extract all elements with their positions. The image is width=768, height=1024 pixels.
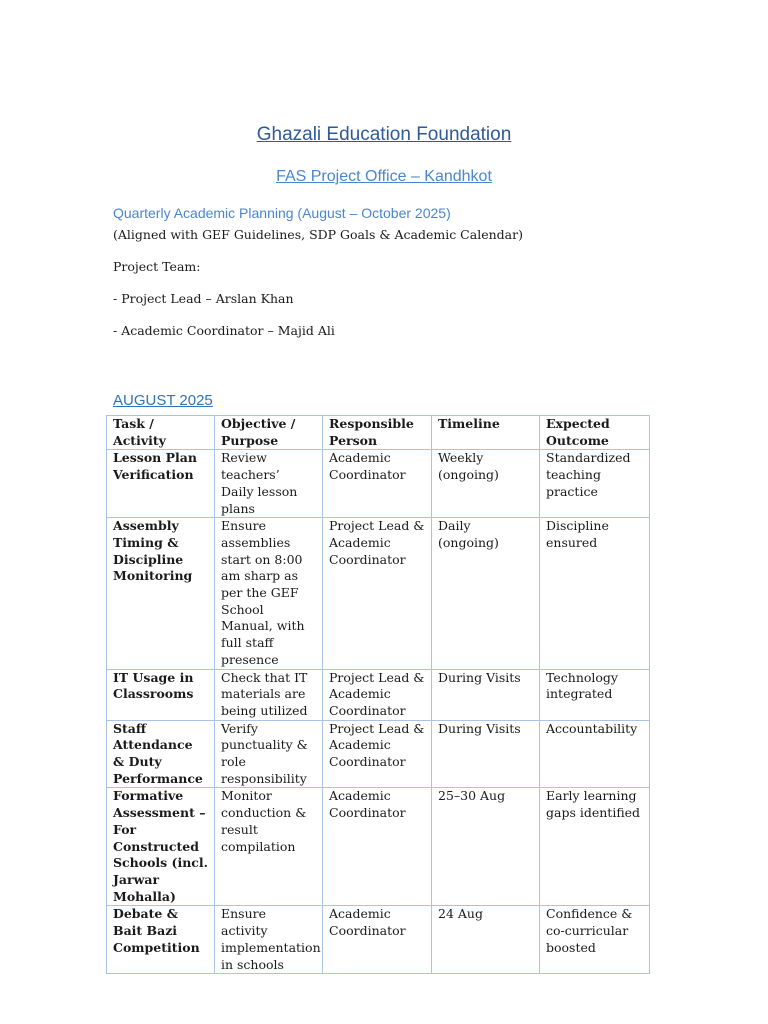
document-title: Ghazali Education Foundation [256,124,512,145]
objective-cell: Check that IT materials are being utilized [215,669,323,720]
task-cell: Lesson Plan Verification [107,450,215,518]
timeline-cell: Daily (ongoing) [432,518,540,669]
task-cell: Formative Assessment – For Constructed Schools (incl. Jarwar Mohalla) [107,788,215,906]
responsible-cell: Academic Coordinator [323,450,432,518]
timeline-cell: Weekly (ongoing) [432,450,540,518]
header-timeline: Timeline [432,416,540,450]
outcome-cell: Accountability [540,720,650,788]
team-label: Project Team: [113,259,201,274]
header-outcome: Expected Outcome [540,416,650,450]
aligned-note: (Aligned with GEF Guidelines, SDP Goals & Academic Calendar) [113,227,523,242]
responsible-cell: Academic Coordinator [323,788,432,906]
timeline-cell: 24 Aug [432,906,540,974]
planning-table [106,415,650,974]
responsible-cell: Project Lead & Academic Coordinator [323,720,432,788]
outcome-cell: Discipline ensured [540,518,650,669]
section-heading: Quarterly Academic Planning (August – October 2025) [113,205,451,221]
task-cell: Staff Attendance & Duty Performance [107,720,215,788]
objective-cell: Ensure assemblies start on 8:00 am sharp as per the GEF School Manual, with full staff presence [215,518,323,669]
team-member-project-lead: - Project Lead – Arslan Khan [113,291,294,306]
outcome-cell: Standardized teaching practice [540,450,650,518]
table-row [107,720,650,788]
table-row [107,906,650,974]
table-row [107,788,650,906]
task-cell: Debate & Bait Bazi Competition [107,906,215,974]
task-cell: Assembly Timing & Discipline Monitoring [107,518,215,669]
outcome-cell: Early learning gaps identified [540,788,650,906]
header-objective: Objective / Purpose [215,416,323,450]
table-row [107,669,650,720]
month-heading: AUGUST 2025 [113,392,213,409]
timeline-cell: 25–30 Aug [432,788,540,906]
team-member-academic-coordinator: - Academic Coordinator – Majid Ali [113,323,335,338]
responsible-cell: Academic Coordinator [323,906,432,974]
outcome-cell: Technology integrated [540,669,650,720]
table-row [107,518,650,669]
timeline-cell: During Visits [432,720,540,788]
document-subtitle: FAS Project Office – Kandhkot [276,168,492,185]
table-header-row [107,416,650,450]
objective-cell: Monitor conduction & result compilation [215,788,323,906]
objective-cell: Ensure activity implementation in schools [215,906,323,974]
objective-cell: Verify punctuality & role responsibility [215,720,323,788]
table-row [107,450,650,518]
task-cell: IT Usage in Classrooms [107,669,215,720]
header-responsible: Responsible Person [323,416,432,450]
timeline-cell: During Visits [432,669,540,720]
responsible-cell: Project Lead & Academic Coordinator [323,518,432,669]
objective-cell: Review teachers’ Daily lesson plans [215,450,323,518]
responsible-cell: Project Lead & Academic Coordinator [323,669,432,720]
outcome-cell: Confidence & co-curricular boosted [540,906,650,974]
header-task: Task / Activity [107,416,215,450]
